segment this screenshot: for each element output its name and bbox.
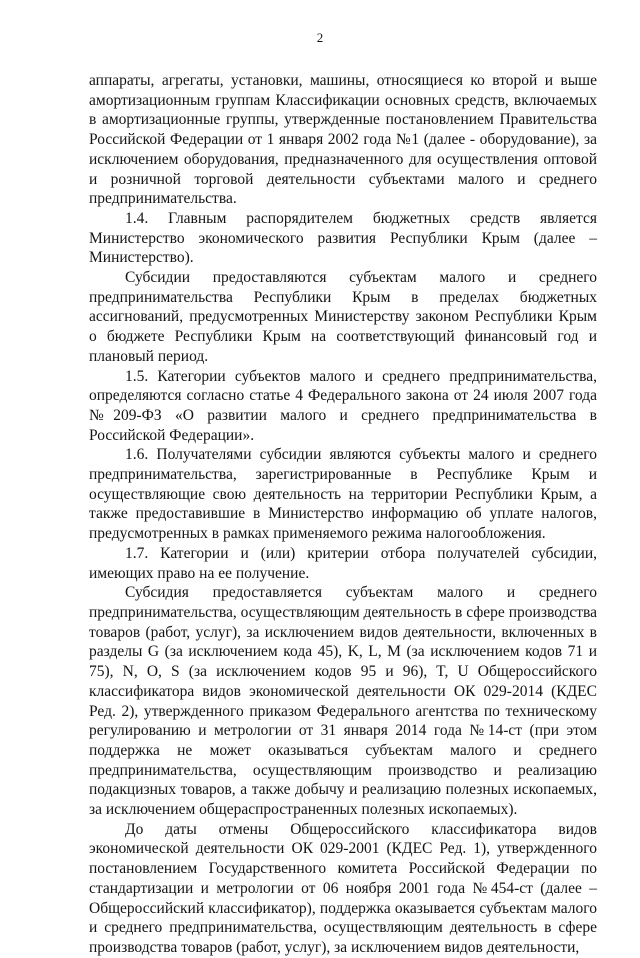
page-number: 2 [316,30,324,45]
paragraph-subsidy-eligibility: Субсидия предоставляется субъектам малого и среднего предпринимательства, осуществляющим деятельность в сфере производства товаров (работ, услуг), за исключением видов деятельности, включенных в разделы G (за исключением кода 45), K, L, M (за исключением кодов 71 и 75), N, O, S (за исключением кодов 95 и 96), T, U Общероссийского классификатора видов экономической деятельности ОК 029-2014 (КДЕС Ред. 2), утвержденного приказом Федерального агентства по техническому регулированию и метрологии от 31 января 2014 года №14-ст (при этом поддержка не может оказываться субъектам малого и среднего предпринимательства, осуществляющим производство и реализацию подакцизных товаров, а также добычу и реализацию полезных ископаемых, за исключением общераспространенных полезных ископаемых). [89,584,597,819]
paragraph-1-5: 1.5. Категории субъектов малого и среднего предпринимательства, определяются согласно статье 4 Федерального закона от 24 июля 2007 года №209-ФЗ «О развитии малого и среднего предпринимательства в Российской Федерации». [89,367,597,444]
paragraph-subsidies-budget: Субсидии предоставляются субъектам малого и среднего предпринимательства Республики Крым в пределах бюджетных ассигнований, предусмотренных Министерству законом Республики Крым о бюджете Республики Крым на соответствующий финансовый год и плановый период. [89,269,597,365]
document-body [89,71,597,958]
paragraph-1-4: 1.4. Главным распорядителем бюджетных средств является Министерство экономического развития Республики Крым (далее – Министерство). [89,209,597,267]
paragraph-1-6: 1.6. Получателями субсидии являются субъекты малого и среднего предпринимательства, зарегистрированные в Республике Крым и осуществляющие свою деятельность на территории Республики Крым, а также предоставившие в Министерство информацию об уплате налогов, предусмотренных в рамках применяемого режима налогообложения. [89,446,597,543]
paragraph-1-7: 1.7. Категории и (или) критерии отбора получателей субсидии, имеющих право на ее получение. [89,544,597,582]
paragraph-equipment-definition: аппараты, агрегаты, установки, машины, относящиеся ко второй и выше амортизационным группам Классификации основных средств, включаемых в амортизационные группы, утвержденные постановлением Правительства Российской Федерации от 1 января 2002 года №1 (далее - оборудование), за исключением оборудования, предназначенного для осуществления оптовой и розничной торговой деятельности субъектами малого и среднего предпринимательства. [89,72,597,208]
paragraph-classifier-transition: До даты отмены Общероссийского классификатора видов экономической деятельности ОК 029-2001 (КДЕС Ред. 1), утвержденного постановлением Государственного комитета Российской Федерации по стандартизации и метрологии от 06 ноября 2001 года №454-ст (далее – Общероссийский классификатор), поддержка оказывается субъектам малого и среднего предпринимательства, осуществляющим деятельность в сфере производства товаров (работ, услуг), за исключением видов деятельности, [89,820,597,956]
